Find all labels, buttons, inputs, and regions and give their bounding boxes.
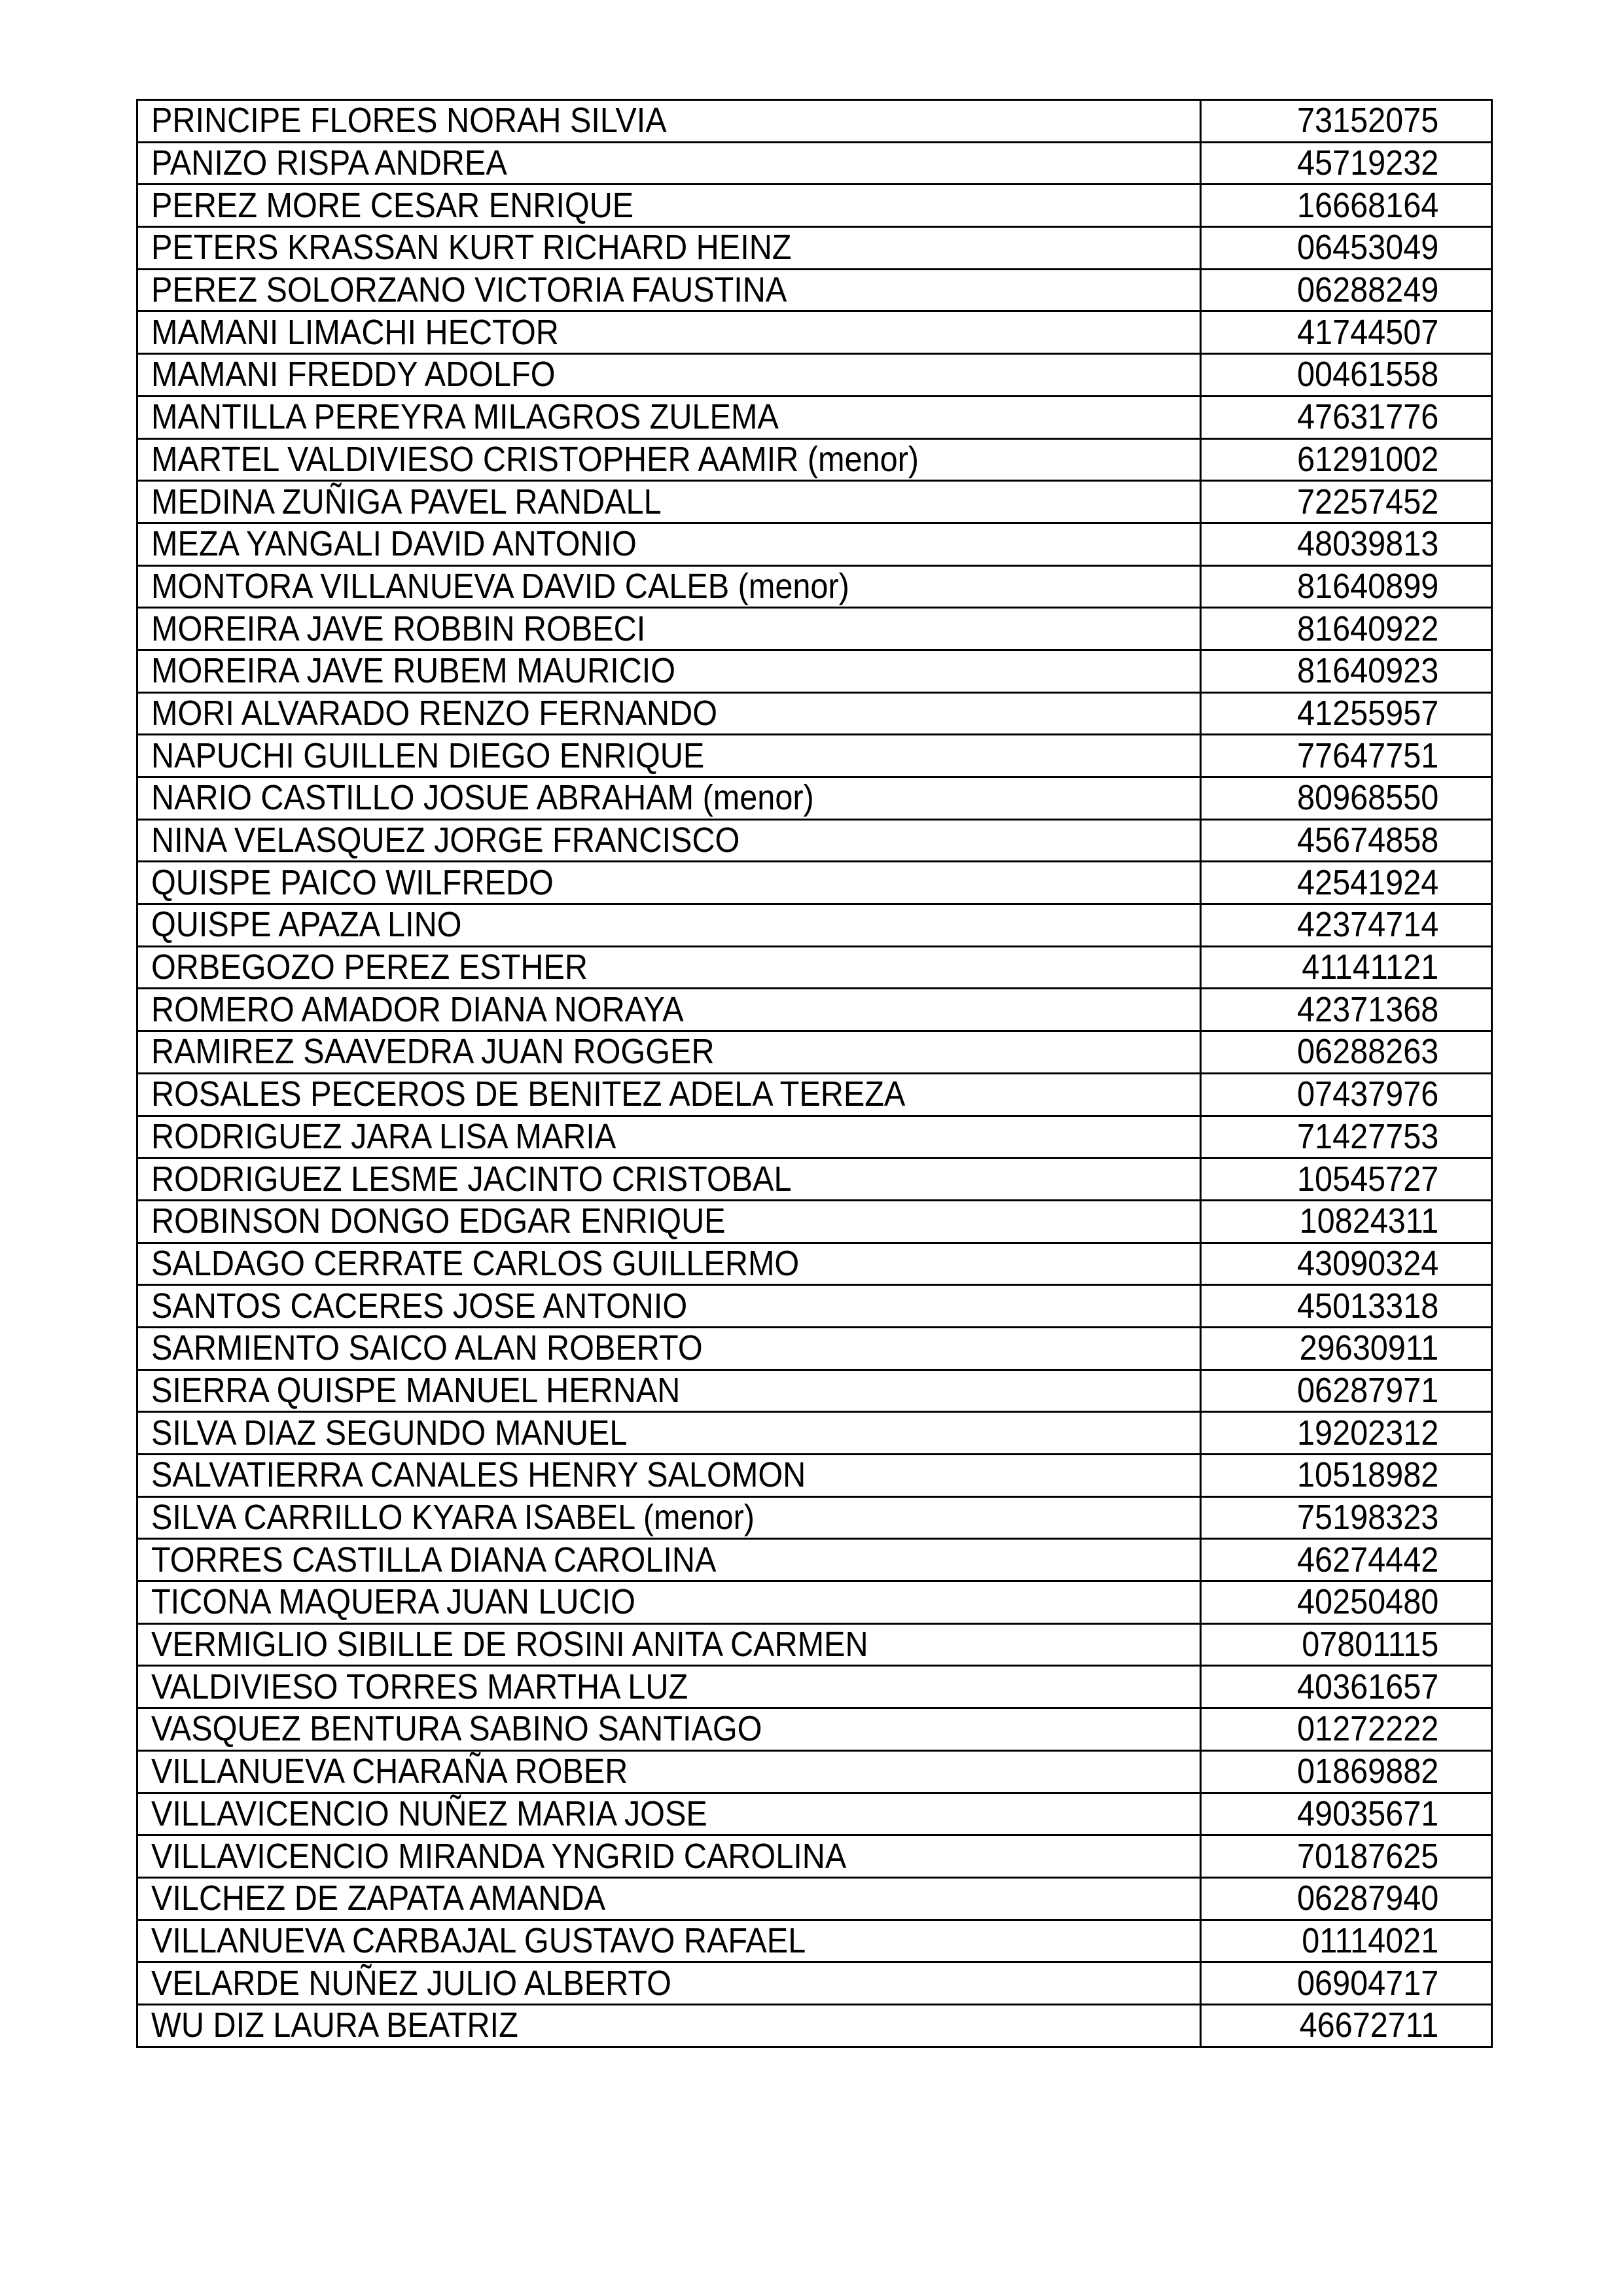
person-name: MANTILLA PEREYRA MILAGROS ZULEMA xyxy=(151,397,779,437)
person-name: RAMIREZ SAAVEDRA JUAN ROGGER xyxy=(151,1032,715,1072)
roster-table xyxy=(136,99,1493,2048)
person-name: ROMERO AMADOR DIANA NORAYA xyxy=(151,989,684,1029)
id-cell xyxy=(1201,227,1492,270)
name-cell xyxy=(137,1369,1201,1412)
person-name: NAPUCHI GUILLEN DIEGO ENRIQUE xyxy=(151,735,705,775)
table-row xyxy=(137,608,1492,650)
table-row xyxy=(137,2004,1492,2047)
table-row xyxy=(137,1073,1492,1116)
document-number: 80968550 xyxy=(1296,778,1438,818)
table-row xyxy=(137,862,1492,904)
table-row xyxy=(137,438,1492,481)
id-cell xyxy=(1201,565,1492,608)
table-row xyxy=(137,354,1492,397)
name-cell xyxy=(137,185,1201,227)
name-cell xyxy=(137,481,1201,523)
document-number: 29630911 xyxy=(1299,1328,1438,1368)
person-name: TORRES CASTILLA DIANA CAROLINA xyxy=(151,1540,717,1580)
document-number: 73152075 xyxy=(1296,101,1438,141)
person-name: MAMANI LIMACHI HECTOR xyxy=(151,312,559,352)
person-name: MOREIRA JAVE RUBEM MAURICIO xyxy=(151,651,676,691)
table-row xyxy=(137,185,1492,227)
person-name: ROBINSON DONGO EDGAR ENRIQUE xyxy=(151,1201,726,1241)
table-row xyxy=(137,100,1492,143)
table-row xyxy=(137,735,1492,777)
person-name: PRINCIPE FLORES NORAH SILVIA xyxy=(151,101,667,141)
id-cell xyxy=(1201,1835,1492,1878)
person-name: VERMIGLIO SIBILLE DE ROSINI ANITA CARMEN xyxy=(151,1625,868,1665)
name-cell xyxy=(137,396,1201,438)
id-cell xyxy=(1201,989,1492,1031)
person-name: TICONA MAQUERA JUAN LUCIO xyxy=(151,1582,635,1622)
person-name: PEREZ SOLORZANO VICTORIA FAUSTINA xyxy=(151,270,787,310)
name-cell xyxy=(137,1666,1201,1708)
person-name: VILLAVICENCIO NUÑEZ MARIA JOSE xyxy=(151,1793,707,1833)
id-cell xyxy=(1201,269,1492,311)
document-number: 77647751 xyxy=(1296,735,1438,775)
table-row xyxy=(137,396,1492,438)
name-cell xyxy=(137,1835,1201,1878)
table-row xyxy=(137,481,1492,523)
table-row xyxy=(137,904,1492,947)
document-number: 72257452 xyxy=(1296,482,1438,521)
name-cell xyxy=(137,946,1201,989)
table-row xyxy=(137,1158,1492,1201)
document-number: 01114021 xyxy=(1301,1920,1438,1960)
table-row xyxy=(137,1962,1492,2005)
table-row xyxy=(137,1708,1492,1751)
person-name: VILLANUEVA CARBAJAL GUSTAVO RAFAEL xyxy=(151,1920,806,1960)
name-cell xyxy=(137,227,1201,270)
person-name: RODRIGUEZ JARA LISA MARIA xyxy=(151,1116,616,1156)
table-row xyxy=(137,1877,1492,1920)
document-number: 10518982 xyxy=(1296,1455,1438,1495)
id-cell xyxy=(1201,438,1492,481)
id-cell xyxy=(1201,523,1492,565)
id-cell xyxy=(1201,100,1492,143)
person-name: SALVATIERRA CANALES HENRY SALOMON xyxy=(151,1455,806,1495)
document-number: 06287971 xyxy=(1296,1370,1438,1410)
person-name: VILLAVICENCIO MIRANDA YNGRID CAROLINA xyxy=(151,1836,847,1876)
person-name: SALDAGO CERRATE CARLOS GUILLERMO xyxy=(151,1243,800,1283)
person-name: SARMIENTO SAICO ALAN ROBERTO xyxy=(151,1328,703,1368)
name-cell xyxy=(137,904,1201,947)
id-cell xyxy=(1201,692,1492,735)
person-name: MEDINA ZUÑIGA PAVEL RANDALL xyxy=(151,482,662,521)
document-number: 10824311 xyxy=(1299,1201,1438,1241)
name-cell xyxy=(137,650,1201,692)
document-number: 19202312 xyxy=(1296,1413,1438,1453)
table-row xyxy=(137,989,1492,1031)
table-row xyxy=(137,1496,1492,1539)
id-cell xyxy=(1201,1962,1492,2005)
table-row xyxy=(137,1455,1492,1497)
document-number: 48039813 xyxy=(1296,524,1438,564)
table-row xyxy=(137,1285,1492,1328)
table-row xyxy=(137,523,1492,565)
document-number: 06453049 xyxy=(1296,228,1438,268)
person-name: VILCHEZ DE ZAPATA AMANDA xyxy=(151,1879,606,1918)
id-cell xyxy=(1201,185,1492,227)
id-cell xyxy=(1201,1793,1492,1835)
name-cell xyxy=(137,2004,1201,2047)
name-cell xyxy=(137,438,1201,481)
name-cell xyxy=(137,1031,1201,1074)
person-name: VALDIVIESO TORRES MARTHA LUZ xyxy=(151,1667,688,1706)
person-name: PETERS KRASSAN KURT RICHARD HEINZ xyxy=(151,228,792,268)
name-cell xyxy=(137,1200,1201,1243)
document-number: 46274442 xyxy=(1296,1540,1438,1580)
id-cell xyxy=(1201,1243,1492,1285)
name-cell xyxy=(137,523,1201,565)
id-cell xyxy=(1201,862,1492,904)
name-cell xyxy=(137,862,1201,904)
person-name: SILVA DIAZ SEGUNDO MANUEL xyxy=(151,1413,628,1453)
id-cell xyxy=(1201,650,1492,692)
id-cell xyxy=(1201,1455,1492,1497)
table-row xyxy=(137,1243,1492,1285)
id-cell xyxy=(1201,1750,1492,1793)
name-cell xyxy=(137,1285,1201,1328)
id-cell xyxy=(1201,1920,1492,1962)
id-cell xyxy=(1201,1327,1492,1369)
table-row xyxy=(137,227,1492,270)
person-name: PANIZO RISPA ANDREA xyxy=(151,143,507,183)
id-cell xyxy=(1201,311,1492,354)
person-name: QUISPE PAICO WILFREDO xyxy=(151,862,554,902)
document-number: 41141121 xyxy=(1301,947,1438,987)
name-cell xyxy=(137,608,1201,650)
document-number: 40250480 xyxy=(1296,1582,1438,1622)
document-number: 06904717 xyxy=(1296,1963,1438,2003)
document-number: 06287940 xyxy=(1296,1879,1438,1918)
document-number: 45674858 xyxy=(1296,821,1438,860)
person-name: QUISPE APAZA LINO xyxy=(151,905,462,945)
name-cell xyxy=(137,1793,1201,1835)
id-cell xyxy=(1201,1877,1492,1920)
person-name: WU DIZ LAURA BEATRIZ xyxy=(151,2005,518,2045)
name-cell xyxy=(137,777,1201,820)
name-cell xyxy=(137,1073,1201,1116)
person-name: MAMANI FREDDY ADOLFO xyxy=(151,355,556,395)
document-number: 06288249 xyxy=(1296,270,1438,310)
name-cell xyxy=(137,1708,1201,1751)
document-number: 49035671 xyxy=(1296,1793,1438,1833)
document-number: 16668164 xyxy=(1296,185,1438,225)
name-cell xyxy=(137,1455,1201,1497)
id-cell xyxy=(1201,1116,1492,1158)
document-number: 10545727 xyxy=(1296,1159,1438,1199)
person-name: VILLANUEVA CHARAÑA ROBER xyxy=(151,1752,628,1792)
roster-body xyxy=(137,100,1492,2047)
document-number: 40361657 xyxy=(1296,1667,1438,1706)
id-cell xyxy=(1201,777,1492,820)
table-row xyxy=(137,1835,1492,1878)
document-number: 07801115 xyxy=(1301,1625,1438,1665)
table-row xyxy=(137,311,1492,354)
document-number: 45013318 xyxy=(1296,1286,1438,1326)
name-cell xyxy=(137,1920,1201,1962)
table-row xyxy=(137,692,1492,735)
person-name: MORI ALVARADO RENZO FERNANDO xyxy=(151,693,718,733)
person-name: RODRIGUEZ LESME JACINTO CRISTOBAL xyxy=(151,1159,792,1199)
id-cell xyxy=(1201,1200,1492,1243)
person-name: NINA VELASQUEZ JORGE FRANCISCO xyxy=(151,821,740,860)
document-number: 75198323 xyxy=(1296,1498,1438,1538)
table-row xyxy=(137,565,1492,608)
name-cell xyxy=(137,735,1201,777)
document-number: 43090324 xyxy=(1296,1243,1438,1283)
id-cell xyxy=(1201,481,1492,523)
table-row xyxy=(137,946,1492,989)
document-number: 41744507 xyxy=(1296,312,1438,352)
name-cell xyxy=(137,1962,1201,2005)
document-number: 45719232 xyxy=(1296,143,1438,183)
id-cell xyxy=(1201,1285,1492,1328)
table-row xyxy=(137,1581,1492,1624)
name-cell xyxy=(137,100,1201,143)
id-cell xyxy=(1201,1581,1492,1624)
person-name: NARIO CASTILLO JOSUE ABRAHAM (menor) xyxy=(151,778,814,818)
person-name: MARTEL VALDIVIESO CRISTOPHER AAMIR (menor) xyxy=(151,439,919,479)
id-cell xyxy=(1201,1158,1492,1201)
id-cell xyxy=(1201,1623,1492,1666)
id-cell xyxy=(1201,1708,1492,1751)
name-cell xyxy=(137,311,1201,354)
table-row xyxy=(137,1031,1492,1074)
table-row xyxy=(137,650,1492,692)
name-cell xyxy=(137,819,1201,862)
id-cell xyxy=(1201,946,1492,989)
id-cell xyxy=(1201,735,1492,777)
name-cell xyxy=(137,142,1201,185)
document-number: 47631776 xyxy=(1296,397,1438,437)
table-row xyxy=(137,1369,1492,1412)
name-cell xyxy=(137,692,1201,735)
id-cell xyxy=(1201,819,1492,862)
id-cell xyxy=(1201,396,1492,438)
id-cell xyxy=(1201,142,1492,185)
name-cell xyxy=(137,1623,1201,1666)
table-row xyxy=(137,819,1492,862)
person-name: SIERRA QUISPE MANUEL HERNAN xyxy=(151,1370,681,1410)
person-name: VASQUEZ BENTURA SABINO SANTIAGO xyxy=(151,1709,762,1749)
document-number: 61291002 xyxy=(1296,439,1438,479)
person-name: ROSALES PECEROS DE BENITEZ ADELA TEREZA xyxy=(151,1074,906,1114)
id-cell xyxy=(1201,354,1492,397)
name-cell xyxy=(137,565,1201,608)
person-name: PEREZ MORE CESAR ENRIQUE xyxy=(151,185,634,225)
table-row xyxy=(137,1327,1492,1369)
name-cell xyxy=(137,1243,1201,1285)
person-name: VELARDE NUÑEZ JULIO ALBERTO xyxy=(151,1963,671,2003)
document-number: 81640899 xyxy=(1296,566,1438,606)
person-name: MONTORA VILLANUEVA DAVID CALEB (menor) xyxy=(151,566,849,606)
document-number: 46672711 xyxy=(1299,2005,1438,2045)
table-row xyxy=(137,1793,1492,1835)
name-cell xyxy=(137,1412,1201,1455)
id-cell xyxy=(1201,1666,1492,1708)
name-cell xyxy=(137,1496,1201,1539)
document-number: 42541924 xyxy=(1296,862,1438,902)
name-cell xyxy=(137,1116,1201,1158)
person-name: ORBEGOZO PEREZ ESTHER xyxy=(151,947,588,987)
id-cell xyxy=(1201,1496,1492,1539)
table-row xyxy=(137,1666,1492,1708)
document-number: 42374714 xyxy=(1296,905,1438,945)
document-number: 01272222 xyxy=(1296,1709,1438,1749)
person-name: SILVA CARRILLO KYARA ISABEL (menor) xyxy=(151,1498,755,1538)
name-cell xyxy=(137,1877,1201,1920)
document-number: 42371368 xyxy=(1296,989,1438,1029)
id-cell xyxy=(1201,1031,1492,1074)
document-number: 81640923 xyxy=(1296,651,1438,691)
document-number: 06288263 xyxy=(1296,1032,1438,1072)
name-cell xyxy=(137,1327,1201,1369)
document-number: 00461558 xyxy=(1296,355,1438,395)
table-row xyxy=(137,1750,1492,1793)
document-number: 71427753 xyxy=(1296,1116,1438,1156)
name-cell xyxy=(137,269,1201,311)
name-cell xyxy=(137,354,1201,397)
id-cell xyxy=(1201,1073,1492,1116)
id-cell xyxy=(1201,2004,1492,2047)
table-row xyxy=(137,777,1492,820)
document-number: 70187625 xyxy=(1296,1836,1438,1876)
table-row xyxy=(137,1412,1492,1455)
id-cell xyxy=(1201,1412,1492,1455)
table-row xyxy=(137,269,1492,311)
id-cell xyxy=(1201,1539,1492,1581)
name-cell xyxy=(137,1581,1201,1624)
name-cell xyxy=(137,989,1201,1031)
person-name: SANTOS CACERES JOSE ANTONIO xyxy=(151,1286,688,1326)
id-cell xyxy=(1201,904,1492,947)
document-number: 41255957 xyxy=(1296,693,1438,733)
table-row xyxy=(137,142,1492,185)
document-number: 81640922 xyxy=(1296,609,1438,648)
table-row xyxy=(137,1200,1492,1243)
name-cell xyxy=(137,1750,1201,1793)
name-cell xyxy=(137,1158,1201,1201)
document-number: 07437976 xyxy=(1296,1074,1438,1114)
id-cell xyxy=(1201,1369,1492,1412)
table-row xyxy=(137,1920,1492,1962)
person-name: MEZA YANGALI DAVID ANTONIO xyxy=(151,524,637,564)
table-row xyxy=(137,1116,1492,1158)
document-number: 01869882 xyxy=(1296,1752,1438,1792)
name-cell xyxy=(137,1539,1201,1581)
table-row xyxy=(137,1539,1492,1581)
table-row xyxy=(137,1623,1492,1666)
person-name: MOREIRA JAVE ROBBIN ROBECI xyxy=(151,609,646,648)
id-cell xyxy=(1201,608,1492,650)
